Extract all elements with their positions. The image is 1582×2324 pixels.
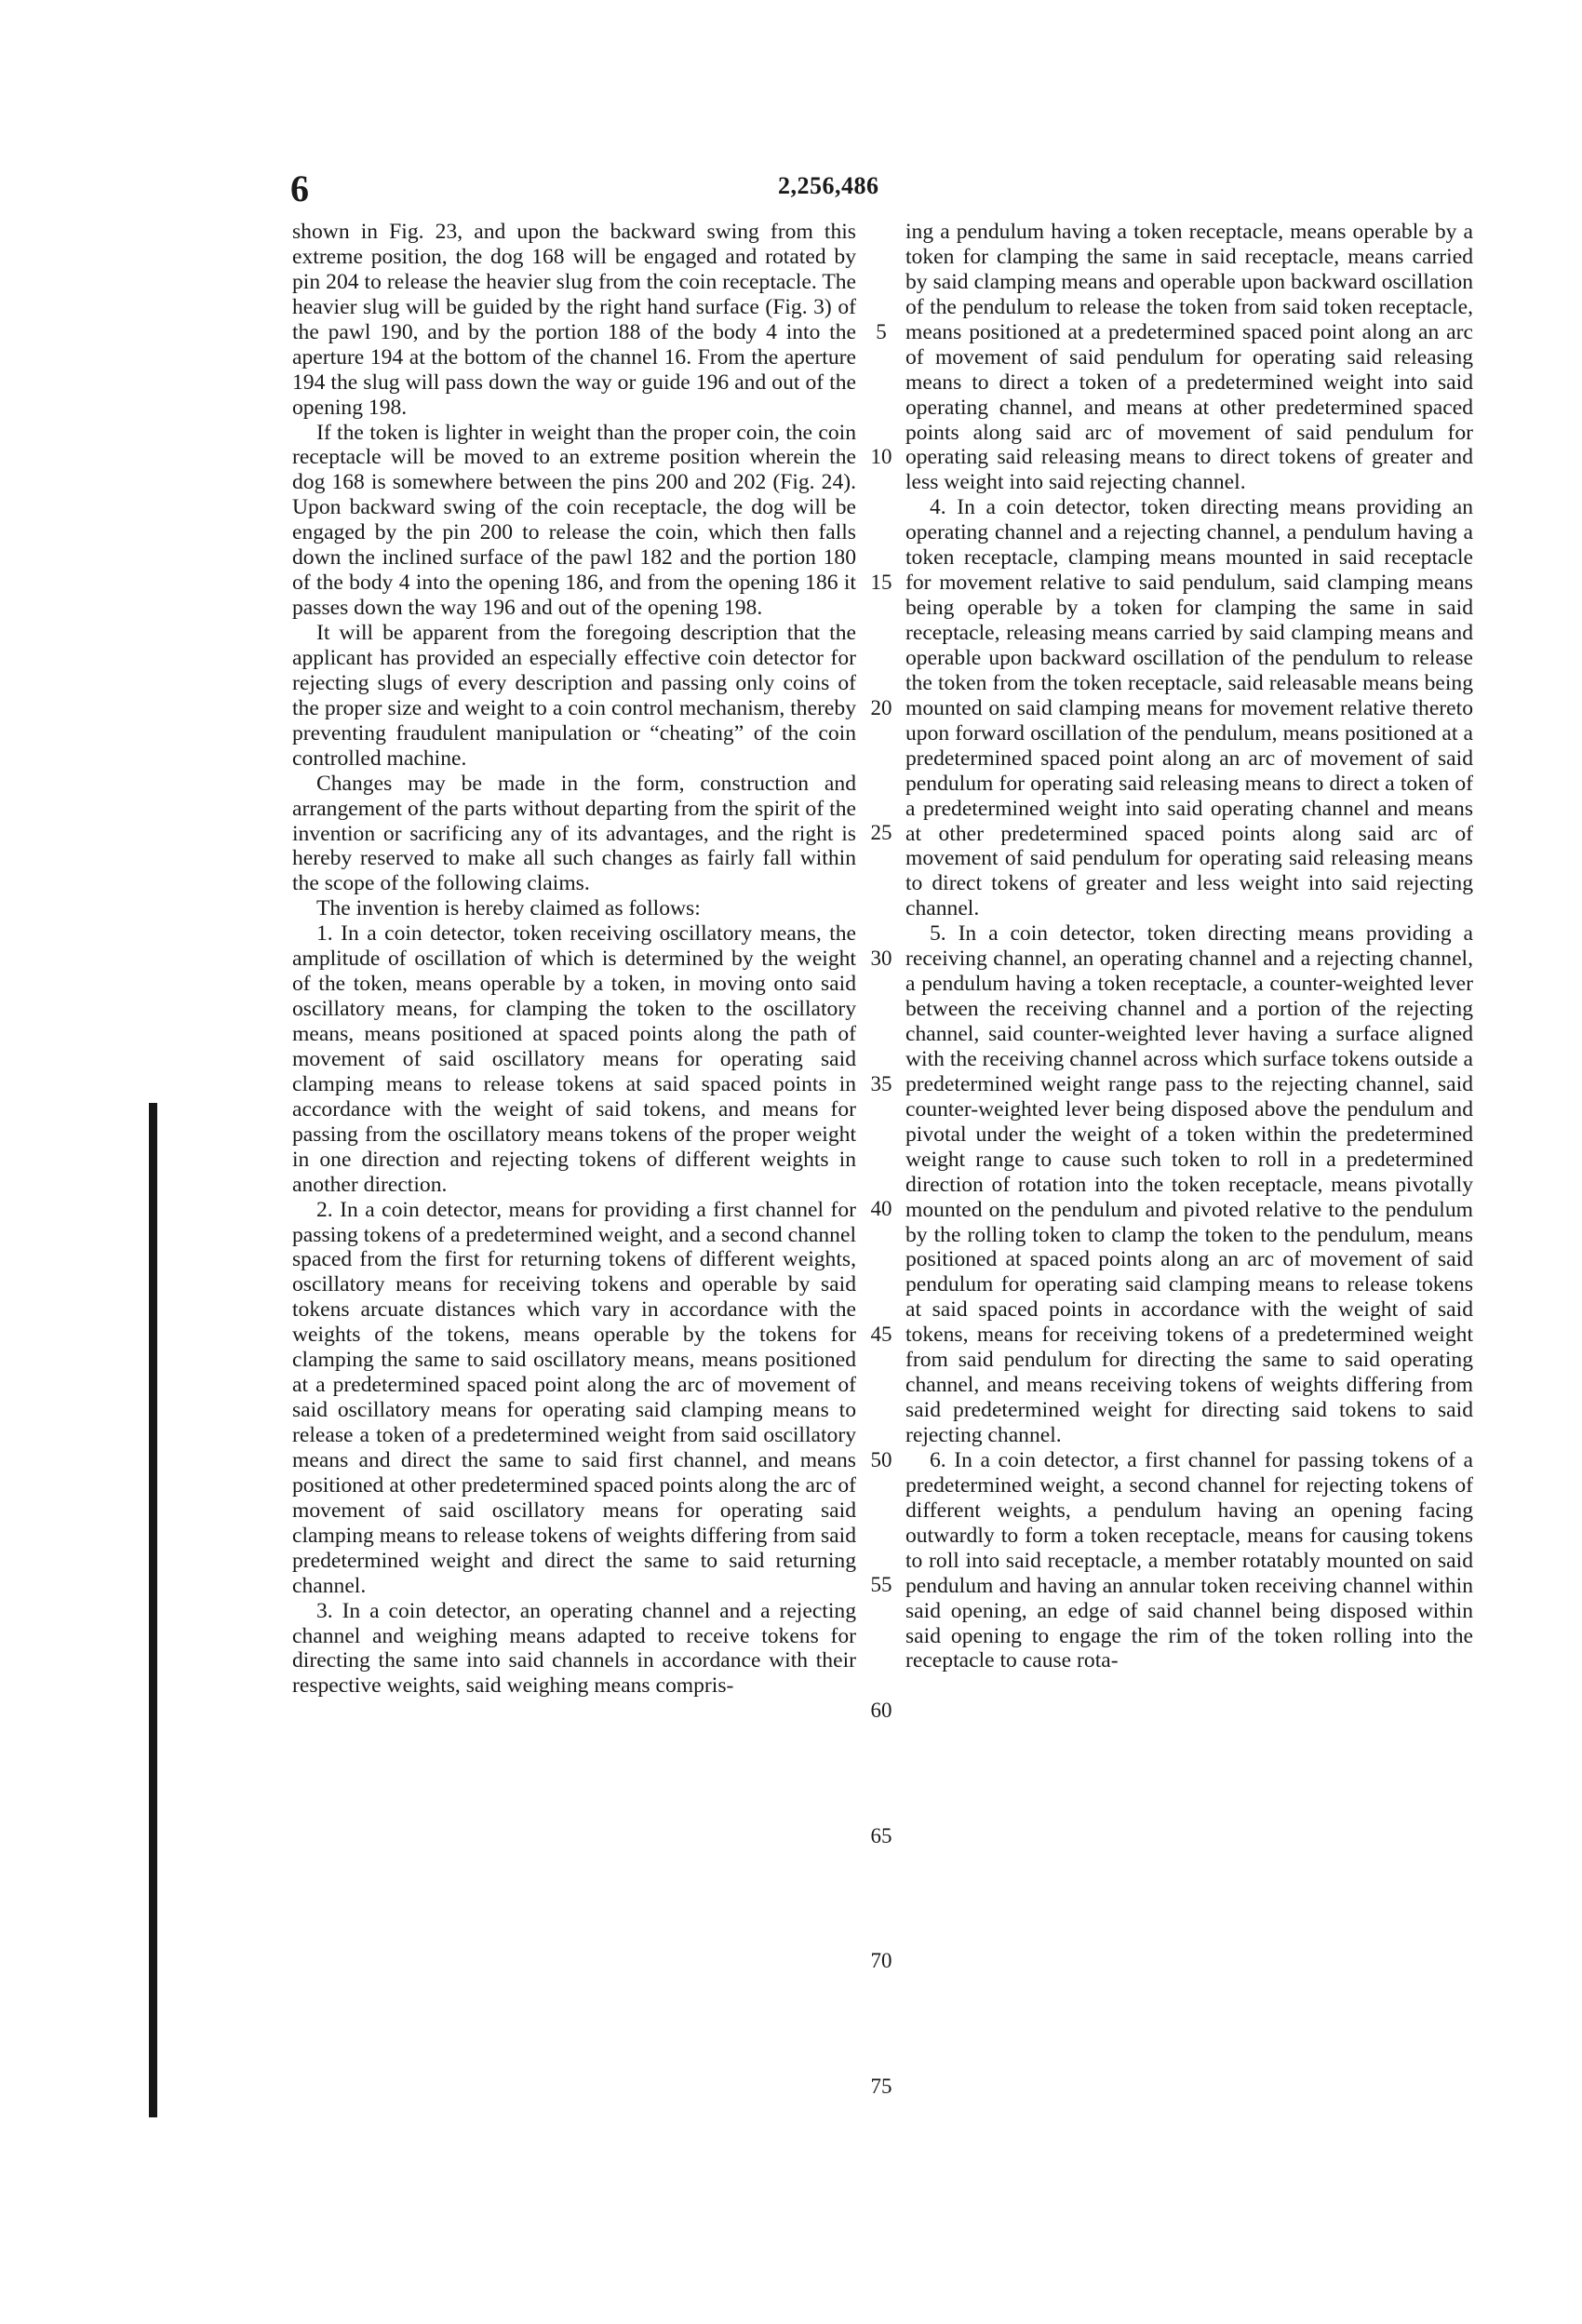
line-number: 70 — [870, 1949, 892, 1973]
line-number: 20 — [870, 695, 892, 719]
paragraph: ing a pendulum having a token receptacle, means operable by a token for clamping the same in said receptacle, means carried by said clamping means and operable upon backward oscillation of the pendulum to release the token from said token receptacle, means positioned at a predetermined spaced point along an arc of movement of said pendulum for operating said releasing means to direct a token of a predetermined weight into said operating channel, and means at other predetermined spaced points along said arc of movement of said pendulum for operating said releasing means to direct tokens of greater and less weight into said rejecting channel. — [905, 220, 1473, 495]
line-number: 50 — [870, 1447, 892, 1471]
paragraph: 1. In a coin detector, token receiving oscillatory means, the amplitude of oscillation of which is determined by the weight of the token, means operable by a token, in moving onto said oscillatory means, for clamping the token to the oscillatory means, means positioned at spaced points along the path of movement of said oscillatory means for operating said clamping means to release tokens at said spaced points in accordance with the weight of said tokens, and means for passing from the oscillatory means tokens of the proper weight in one direction and rejecting tokens of different weights in another direction. — [292, 921, 856, 1197]
line-number: 25 — [870, 821, 892, 845]
paragraph: 6. In a coin detector, a first channel for passing tokens of a predetermined weight, a second channel for rejecting tokens of different weights, a pendulum having an opening facing outwardly to form a token receptacle, means for causing tokens to roll into said receptacle, a member rotatably mounted on said pendulum and having an annular token receiving channel within said opening, an edge of said channel being disposed within said opening to engage the rim of the token rolling into the receptacle to cause rota- — [905, 1447, 1473, 1673]
line-number: 15 — [870, 571, 892, 595]
line-number: 65 — [870, 1823, 892, 1847]
line-number: 75 — [870, 2074, 892, 2098]
line-number: 10 — [870, 445, 892, 469]
paragraph: The invention is hereby claimed as follows: — [316, 896, 701, 921]
binding-margin-rule — [149, 1103, 157, 2117]
right-column — [905, 220, 1473, 2118]
paragraph: 5. In a coin detector, token directing means providing a receiving channel, an operating channel and a rejecting channel, a pendulum having a token receptacle, a counter-weighted lever between the receiving channel and a portion of the rejecting channel, said counter-weighted lever having a surface aligned with the receiving channel across which surface tokens outside a predetermined weight range pass to the rejecting channel, said counter-weighted lever being disposed above the pendulum and pivotal under the weight of a token within the predetermined weight range to cause such token to roll in a predetermined direction of rotation into the token receptacle, means pivotally mounted on the pendulum and pivoted relative to the pendulum by the rolling token to clamp the token to the pendulum, means positioned at spaced points along an arc of movement of said pendulum for operating said clamping means to release tokens at said spaced points in accordance with the weight of said tokens, means for receiving tokens of a predetermined weight from said pendulum for directing the same to said operating channel, and means receiving tokens of weights differing from said predetermined weight for directing said tokens to said rejecting channel. — [905, 921, 1473, 1447]
paragraph: 2. In a coin detector, means for providing a first channel for passing tokens of a predetermined weight, and a second channel spaced from the first for returning tokens of different weights, oscillatory means for receiving tokens and operable by said tokens arcuate distances which vary in accordance with the weights of the tokens, means operable by the tokens for clamping the same to said oscillatory means, means positioned at a predetermined spaced point along the arc of movement of said oscillatory means for operating said clamping means to release a token of a predetermined weight from said oscillatory means and direct the same to said first channel, and means positioned at other predetermined spaced points along the arc of movement of said oscillatory means for operating said clamping means to release tokens of weights differing from said predetermined weight and direct the same to said returning channel. — [292, 1197, 856, 1598]
line-number: 5 — [876, 319, 887, 343]
line-number-gutter — [861, 220, 902, 2118]
line-number: 45 — [870, 1322, 892, 1346]
paragraph: shown in Fig. 23, and upon the backward swing from this extreme position, the dog 168 will be engaged and rotated by pin 204 to release the heavier slug from the coin receptacle. The heavier slug will be guided by the right hand surface (Fig. 3) of the pawl 190, and by the portion 188 of the body 4 into the aperture 194 at the bottom of the channel 16. From the aperture 194 the slug will pass down the way or guide 196 and out of the opening 198. — [292, 220, 856, 420]
left-column — [292, 220, 856, 2118]
paragraph: 3. In a coin detector, an operating channel and a rejecting channel and weighing means adapted to receive tokens for directing the same into said channels in accordance with their respective weights, said weighing means compris- — [292, 1598, 856, 1699]
line-number: 60 — [870, 1698, 892, 1722]
line-number: 35 — [870, 1071, 892, 1095]
line-number: 55 — [870, 1573, 892, 1597]
paragraph: Changes may be made in the form, construction and arrangement of the parts without departing from the spirit of the invention or sacrificing any of its advantages, and the right is hereby reserved to make all such changes as fairly fall within the scope of the following claims. — [292, 771, 856, 896]
line-number: 40 — [870, 1197, 892, 1221]
paragraph: It will be apparent from the foregoing description that the applicant has provided an especially effective coin detector for rejecting slugs of every description and passing only coins of the proper size and weight to a coin control mechanism, thereby preventing fraudulent manipulation or “cheating” of the coin controlled machine. — [292, 621, 856, 771]
page-number: 6 — [290, 168, 309, 209]
line-number: 30 — [870, 946, 892, 970]
paragraph: 4. In a coin detector, token directing means providing an operating channel and a rejecting channel, a pendulum having a token receptacle, clamping means mounted in said receptacle for movement relative to said pendulum, said clamping means being operable by a token for clamping the same in said receptacle, releasing means carried by said clamping means and operable upon backward oscillation of the pendulum to release the token from the token receptacle, said releasable means being mounted on said clamping means for movement relative thereto upon forward oscillation of the pendulum, means positioned at a predetermined spaced point along an arc of movement of said pendulum for operating said releasing means to direct a token of a predetermined weight into said operating channel and means at other predetermined spaced points along said arc of movement of said pendulum for operating said releasing means to direct tokens of greater and less weight into said rejecting channel. — [905, 495, 1473, 921]
patent-number: 2,256,486 — [778, 172, 879, 199]
paragraph: If the token is lighter in weight than the proper coin, the coin receptacle will be moved to an extreme position wherein the dog 168 is somewhere between the pins 200 and 202 (Fig. 24). Upon backward swing of the coin receptacle, the dog will be engaged by the pin 200 to release the coin, which then falls down the inclined surface of the pawl 182 and the portion 180 of the body 4 into the opening 186, and from the opening 186 it passes down the way 196 and out of the opening 198. — [292, 420, 856, 621]
